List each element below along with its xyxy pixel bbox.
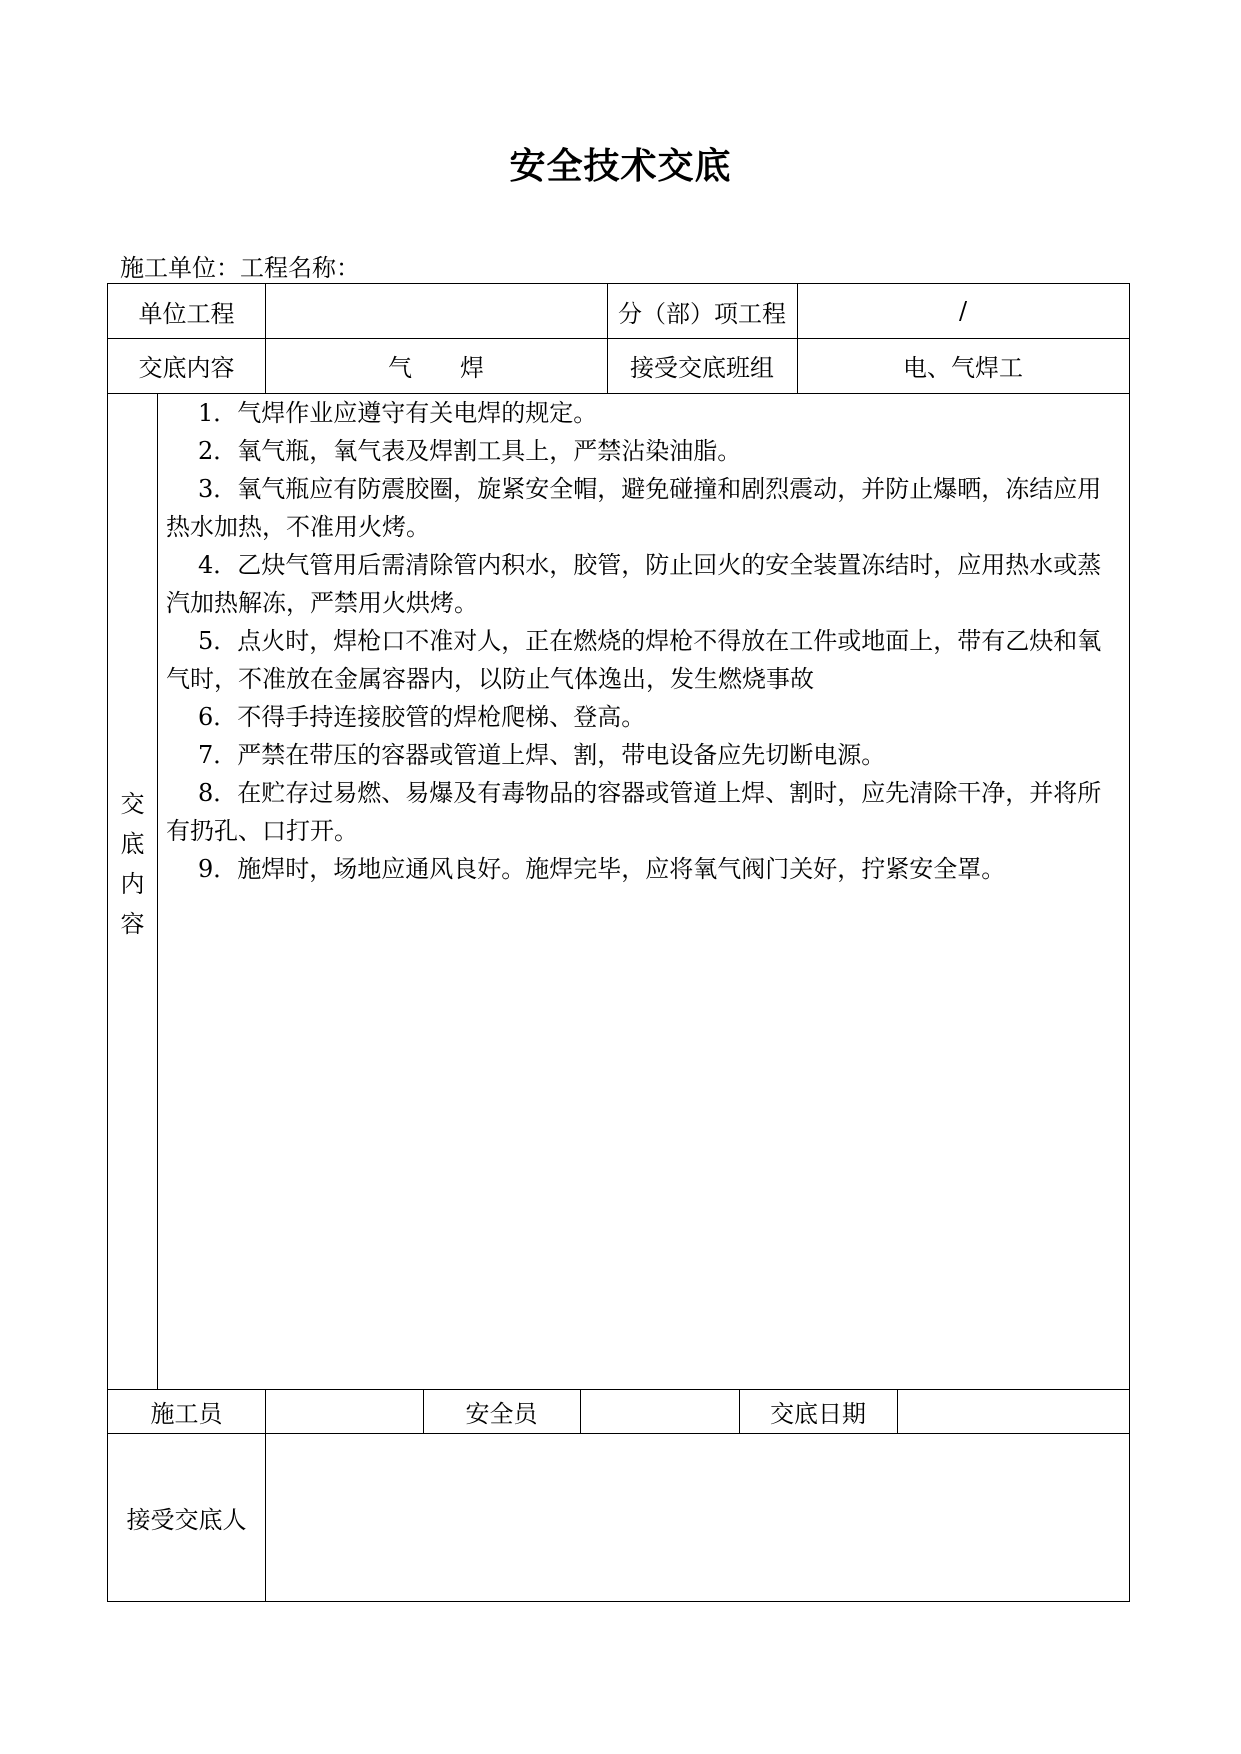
sub-project-field[interactable]: /	[958, 297, 968, 325]
team-field[interactable]: 电、气焊工	[903, 354, 1023, 382]
header-line: 施工单位：工程名称：	[120, 254, 360, 282]
content-item: 9．施焊时，场地应通风良好。施焊完毕，应将氧气阀门关好，拧紧安全罩。	[198, 855, 1006, 883]
label-sub-project: 分（部）项工程	[618, 299, 786, 328]
content-item: 8．在贮存过易燃、易爆及有毒物品的容器或管道上焊、割时，应先清除干净，并将所有扔孔、口打开。	[166, 779, 1102, 845]
builder-field[interactable]	[265, 1389, 423, 1433]
content-item: 5．点火时，焊枪口不准对人，正在燃烧的焊枪不得放在工件或地面上，带有乙炔和氧气时，不准放在金属容器内，以防止气体逸出，发生燃烧事故	[166, 627, 1102, 693]
content-item: 6．不得手持连接胶管的焊枪爬梯、登高。	[198, 703, 646, 731]
content-item: 1．气焊作业应遵守有关电焊的规定。	[198, 399, 598, 427]
content-item: 3．氧气瓶应有防震胶圈，旋紧安全帽，避免碰撞和剧烈震动，并防止爆晒，冻结应用热水加热，不准用火烤。	[166, 475, 1102, 541]
content-item: 7．严禁在带压的容器或管道上焊、割，带电设备应先切断电源。	[198, 741, 886, 769]
content-field[interactable]: 气 焊	[388, 354, 484, 382]
date-field[interactable]	[897, 1389, 1129, 1433]
side-char-3: 内	[120, 870, 145, 898]
label-receiver: 接受交底人	[126, 1505, 247, 1534]
label-content: 交底内容	[138, 354, 235, 382]
content-item: 4．乙炔气管用后需清除管内积水，胶管，防止回火的安全装置冻结时，应用热水或蒸汽加热解冻，严禁用火烘烤。	[166, 551, 1102, 617]
side-char-2: 底	[120, 830, 145, 858]
label-date: 交底日期	[770, 1399, 866, 1428]
content-list	[166, 394, 1121, 888]
content-side-label	[108, 393, 157, 1389]
label-builder: 施工员	[150, 1399, 223, 1428]
side-char-1: 交	[120, 790, 145, 818]
label-unit-project: 单位工程	[138, 299, 235, 328]
content-side-label-area	[108, 393, 157, 1389]
label-safety: 安全员	[465, 1399, 538, 1428]
page-title: 安全技术交底	[509, 146, 732, 187]
safety-field[interactable]	[580, 1389, 739, 1433]
label-team: 接受交底班组	[630, 354, 774, 382]
side-char-4: 容	[120, 910, 145, 938]
unit-project-field[interactable]	[265, 284, 607, 338]
receiver-field[interactable]	[265, 1433, 1129, 1601]
content-item: 2．氧气瓶，氧气表及焊割工具上，严禁沾染油脂。	[198, 437, 742, 465]
